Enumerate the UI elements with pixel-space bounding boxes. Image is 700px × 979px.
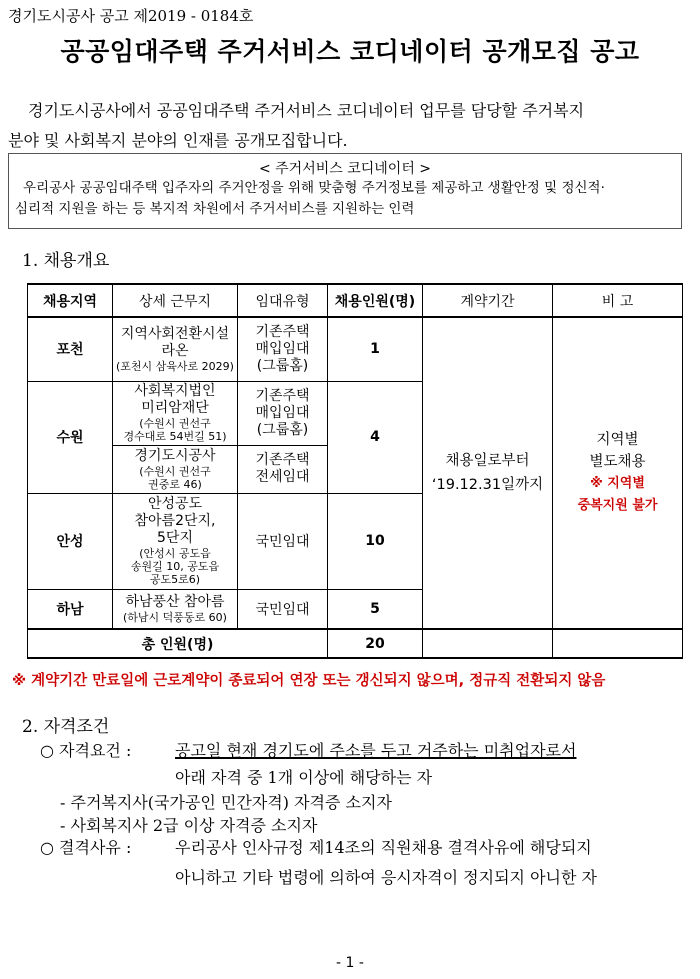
total-row [28,629,683,658]
type-cell: 기존주택 전세임대 [238,445,328,493]
contract-cell: 채용일로부터 ‘19.12.31일까지 [423,317,553,629]
region-cell: 하남 [28,589,113,629]
header-remark: 비 고 [553,284,683,317]
intro-paragraph [8,96,698,156]
intro-line-2: 분야 및 사회복지 분야의 인재를 공개모집합니다. [8,131,348,150]
type-cell: 기존주택 매입임대 (그룹홈) [238,381,328,445]
place-cell: 안성공도 참아름2단지, 5단지 (안성시 공도읍 송원길 10, 공도읍 공도5로6) [113,493,238,589]
disqualification-label: ○ 결격사유 : [40,838,132,857]
definition-line-2: 심리적 지원을 하는 등 복지적 차원에서 주거서비스를 지원하는 인력 [15,201,415,217]
section-1-title: 1. 채용개요 [22,251,110,271]
header-region: 채용지역 [28,284,113,317]
qualification-text: 공고일 현재 경기도에 주소를 두고 거주하는 미취업자로서 [175,741,577,760]
recruitment-table [27,283,683,659]
total-empty-cell [423,629,553,658]
count-cell: 10 [328,493,423,589]
contract-note: ※ 계약기간 만료일에 근로계약이 종료되어 연장 또는 갱신되지 않으며, 정규직 전환되지 않음 [12,673,606,689]
place-cell: 경기도시공사 (수원시 권선구 권중로 46) [113,445,238,493]
definition-box [8,153,682,229]
page-number: - 1 - [336,955,364,971]
count-cell: 1 [328,317,423,381]
qualification-bullet-1: - 주거복지사(국가공인 민간자격) 자격증 소지자 [60,793,392,812]
place-cell: 하남풍산 참아름 (하남시 덕풍동로 60) [113,589,238,629]
page-title: 공공임대주택 주거서비스 코디네이터 공개모집 공고 [60,37,640,66]
section-2-title: 2. 자격조건 [22,717,110,737]
qualification-label: ○ 자격요건 : [40,741,132,760]
type-cell: 국민임대 [238,589,328,629]
region-cell: 수원 [28,381,113,493]
region-cell: 포천 [28,317,113,381]
total-empty-cell [553,629,683,658]
type-cell: 국민임대 [238,493,328,589]
remark-cell: 지역별 별도채용 ※ 지역별 중복지원 불가 [553,317,683,629]
notice-number: 경기도시공사 공고 제2019 - 0184호 [8,7,254,25]
intro-line-1: 경기도시공사에서 공공임대주택 주거서비스 코디네이터 업무를 담당할 주거복지 [28,101,585,120]
table-header-row [28,284,683,317]
count-cell: 5 [328,589,423,629]
disqualification-text-2: 아니하고 기타 법령에 의하여 응시자격이 정지되지 아니한 자 [175,868,598,887]
place-cell: 사회복지법인 미리암재단 (수원시 권선구 경수대로 54번길 51) [113,381,238,445]
header-count: 채용인원(명) [328,284,423,317]
total-label: 총 인원(명) [28,629,328,658]
count-cell: 4 [328,381,423,493]
qualification-bullet-2: - 사회복지사 2급 이상 자격증 소지자 [60,816,318,835]
disqualification-text: 우리공사 인사규정 제14조의 직원채용 결격사유에 해당되지 [175,838,592,857]
definition-heading: < 주거서비스 코디네이터 > [258,161,432,177]
qualification-text-2: 아래 자격 중 1개 이상에 해당하는 자 [175,768,433,787]
definition-line-1: 우리공사 공공임대주택 입주자의 주거안정을 위해 맞춤형 주거정보를 제공하고 생활안정 및 정신적· [23,180,605,196]
header-contract: 계약기간 [423,284,553,317]
header-type: 임대유형 [238,284,328,317]
type-cell: 기존주택 매입임대 (그룹홈) [238,317,328,381]
table-row [28,317,683,381]
header-place: 상세 근무지 [113,284,238,317]
total-value: 20 [328,629,423,658]
region-cell: 안성 [28,493,113,589]
place-cell: 지역사회전환시설 라온 (포천시 삼육사로 2029) [113,317,238,381]
